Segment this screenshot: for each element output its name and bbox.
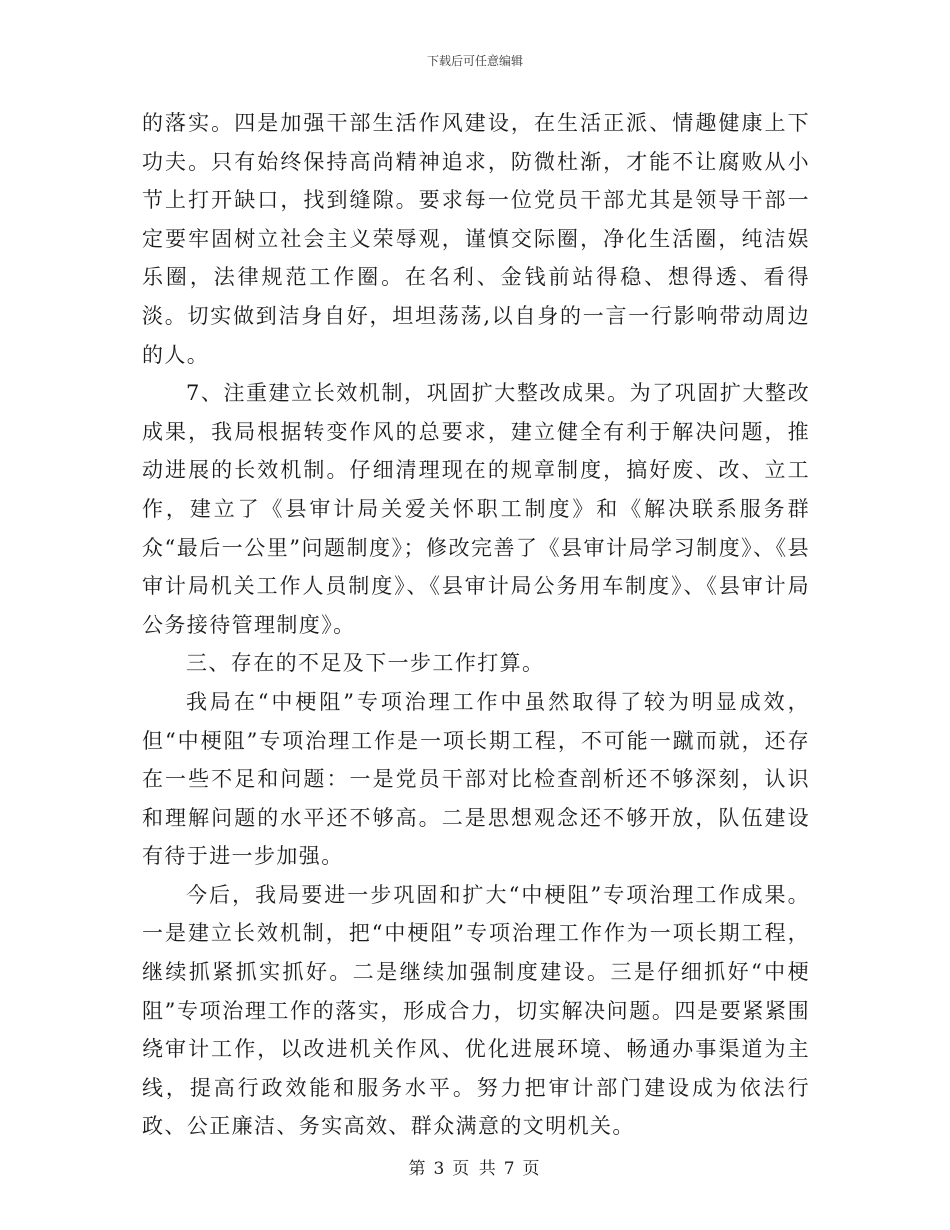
paragraph-3: 我局在“中梗阻”专项治理工作中虽然取得了较为明显成效，但“中梗阻”专项治理工作是一项长期工程，不可能一蹴而就，还存在一些不足和问题：一是党员干部对比检查剖析还不够深刻，认识和理解问题的水平还不够高。二是思想观念还不够开放，队伍建设有待于进一步加强。: [142, 689, 810, 869]
document-body: [142, 104, 810, 1146]
header-text: 下载后可任意编辑: [426, 54, 523, 68]
current-page-number: 3: [433, 1159, 447, 1179]
paragraph-1: 的落实。四是加强干部生活作风建设，在生活正派、情趣健康上下功夫。只有始终保持高尚精神追求，防微杜渐，才能不让腐败从小节上打开缺口，找到缝隙。要求每一位党员干部尤其是领导干部一定要牢固树立社会主义荣辱观，谨慎交际圈，净化生活圈，纯洁娱乐圈，法律规范工作圈。在名利、金钱前站得稳、想得透、看得淡。切实做到洁身自好，坦坦荡荡,以自身的一言一行影响带动周边的人。: [142, 111, 810, 367]
footer-prefix: 第: [408, 1159, 428, 1179]
footer-suffix: 页: [522, 1159, 542, 1179]
page-header: [0, 52, 950, 69]
footer-middle: 页 共: [452, 1159, 498, 1179]
page-footer: [0, 1154, 950, 1179]
section-heading: 三、存在的不足及下一步工作打算。: [186, 651, 545, 676]
total-pages-number: 7: [503, 1159, 517, 1179]
paragraph-4: 今后，我局要进一步巩固和扩大“中梗阻”专项治理工作成果。一是建立长效机制，把“中梗阻”专项治理工作作为一项长期工程，继续抓紧抓实抓好。二是继续加强制度建设。三是仔细抓好“中梗阻”专项治理工作的落实，形成合力，切实解决问题。四是要紧紧围绕审计工作，以改进机关作风、优化进展环境、畅通办事渠道为主线，提高行政效能和服务水平。努力把审计部门建设成为依法行政、公正廉洁、务实高效、群众满意的文明机关。: [142, 882, 810, 1139]
paragraph-2: 7、注重建立长效机制，巩固扩大整改成果。为了巩固扩大整改成果，我局根据转变作风的总要求，建立健全有利于解决问题，推动进展的长效机制。仔细清理现在的规章制度，搞好废、改、立工作，建立了《县审计局关爱关怀职工制度》和《解决联系服务群众“最后一公里”问题制度》；修改完善了《县审计局学习制度》、《县审计局机关工作人员制度》、《县审计局公务用车制度》、《县审计局公务接待管理制度》。: [142, 381, 810, 637]
